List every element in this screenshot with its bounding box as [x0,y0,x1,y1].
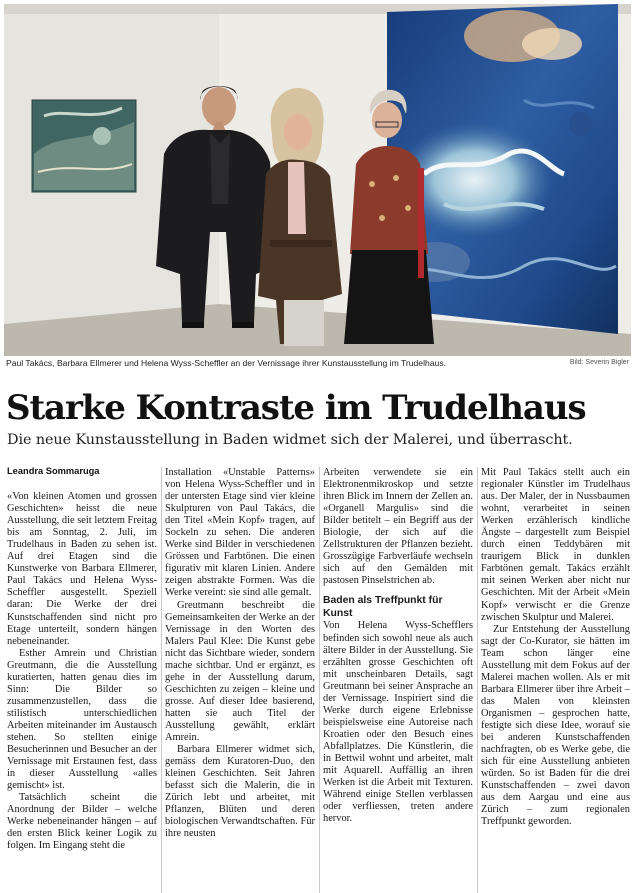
column-2 [165,467,315,840]
paragraph: Greutmann beschreibt die Gemeinsamkeiten der Werke an der Vernissage in den Worten des Malers Paul Klee: Die Kunst gebe nicht das Sichtbare wieder, sondern mache sichtbar. Und er ergänzt, es gehe in der Ausstellung darum, Geschichten zu zeigen – kleine und grosse. Auf dieser Idee basierend, hatten sie auch Titel der Ausstellung gewählt, erklärt Amrein. [165,599,315,744]
paragraph: Installation «Unstable Patterns» von Helena Wyss-Scheffler und in der untersten Etage sind vier kleine Skulpturen von Paul Takács, die den Titel «Mein Kopf» tragen, auf Sockeln zu sehen. Die anderen Werke sind Bilder in verschiedenen Grössen und Farbtönen. Die einen figurativ mit klaren Linien. Andere zeigen abstrakte Formen. Was die Werke vereint: sie sind alle gemalt. [165,467,315,599]
paragraph: «Von kleinen Atomen und grossen Geschichten» heisst die neue Ausstellung, die seit letztem Freitag bis am Sonntag, 2. Juli, im Trudelhaus in Baden zu sehen ist. Auf drei Etagen sind die Kunstwerke von Barbara Ellmerer, Paul Takács und Helena Wyss-Scheffler ausgestellt. Speziell daran: Die Werke der drei Kunstschaffenden sind nicht pro Etage unterteilt, sondern hängen nebeneinander. [7,491,157,647]
small-painting [32,100,136,192]
column-3 [323,467,473,825]
photo-credit: Bild: Severin Bigler [569,359,629,366]
paragraph: Von Helena Wyss-Schefflers befinden sich sowohl neue als auch ältere Bilder in der Ausstellung. Sie erzählten grosse Geschichten oft mit unscheinbaren Details, sagt Greutmann bei seiner Ansprache an der Vernissage. Inspiriert sind die Werke durch eigene Erlebnisse beispielsweise eine Autoreise nach Kroatien oder den Besuch eines Abfallplatzes. Die Künstlerin, die in Bettwil wohnt und arbeitet, malt mit Aquarell. Auffällig an ihren Werken ist die Arbeit mit Texturen. Während einige Stellen verblassen oder verfliessen, treten andere hervor. [323,620,473,825]
paragraph: Esther Amrein und Christian Greutmann, die die Ausstellung kuratierten, hatten genau dies im Sinn: Die Bilder so zusammenzustellen, dass die stilistisch unterschiedlichen Arbeiten miteinander im Austausch stehen. So stellten einige Besucherinnen und Besucher an der Vernissage mit Erstaunen fest, dass in dieser Ausstellung «alles gemischt» ist. [7,647,157,792]
caption-text: Paul Takács, Barbara Ellmerer und Helena Wyss-Scheffler an der Vernissage ihrer Kunstausstellung im Trudelhaus. [6,358,447,368]
section-subhead: Baden als Treffpunkt für Kunst [323,595,443,619]
gallery-scene [4,4,631,356]
paragraph: Zur Entstehung der Ausstellung sagt der Co-Kurator, sie hätten im Team schon länger eine Ausstellung mit dem Fokus auf der Malerei machen wollen. Als er mit Barbara Ellmerer über ihre Arbeit – das Malen von kleinsten Organismen – gesprochen hatte, festigte sich diese Idee, worauf sie bei anderen Kunstschaffenden nachfragten, ob es Werke gebe, die sich für eine Ausstellung anbieten würden. So ist Baden für die drei Kunstschaffenden – zwei davon aus dem Aargau und eine aus Zürich – zum regionalen Treffpunkt geworden. [481,623,630,828]
photo-caption [6,358,629,370]
article-body [0,467,635,893]
headline: Starke Kontraste im Trudelhaus [6,388,586,428]
author-byline: Leandra Sommaruga [7,466,100,476]
column-divider [161,467,162,893]
column-1 [7,467,157,852]
column-4 [481,467,630,828]
paragraph: Arbeiten verwendete sie ein Elektronenmikroskop und setzte ihren Blick im Innern der Zellen an. «Organell Margulis» sind die Bilder betitelt – ein Begriff aus der Biologie, der sich auf die Zellstrukturen der Pflanzen bezieht. Grosszügige Farbverläufe wechseln sich auf den Gemälden mit pastosen Pinselstrichen ab. [323,467,473,587]
column-divider [319,467,320,893]
paragraph: Mit Paul Takács stellt auch ein regionaler Künstler im Trudelhaus aus. Der Maler, der in Nussbaumen wohnt, verarbeitet in seinen Werken erzählerisch kindliche Ängste – dargestellt zum Beispiel durch einen Teddybären mit traurigem Blick in dunklen Farbtönen gemalt. Takács erzählt mit seinen Werken aber nicht nur Geschichten. Mit der Arbeit «Mein Kopf» verwischt er die Grenze zwischen Skulptur und Malerei. [481,467,630,623]
paragraph: Tatsächlich scheint die Anordnung der Bilder – welche Werke nebeneinander hängen – auf den ersten Blick keiner Logik zu folgen. Im Eingang steht die [7,792,157,852]
article-photo [4,4,631,356]
subheadline: Die neue Kunstausstellung in Baden widmet sich der Malerei, und überrascht. [7,432,573,448]
paragraph: Barbara Ellmerer widmet sich, gemäss dem Kuratoren-Duo, den kleinen Geschichten. Seit Jahren befasst sich die Malerin, die in Zürich lebt und arbeitet, mit Pflanzen, Blüten und deren biologischen Verwandtschaften. Für ihre neusten [165,744,315,840]
column-divider [477,467,478,893]
